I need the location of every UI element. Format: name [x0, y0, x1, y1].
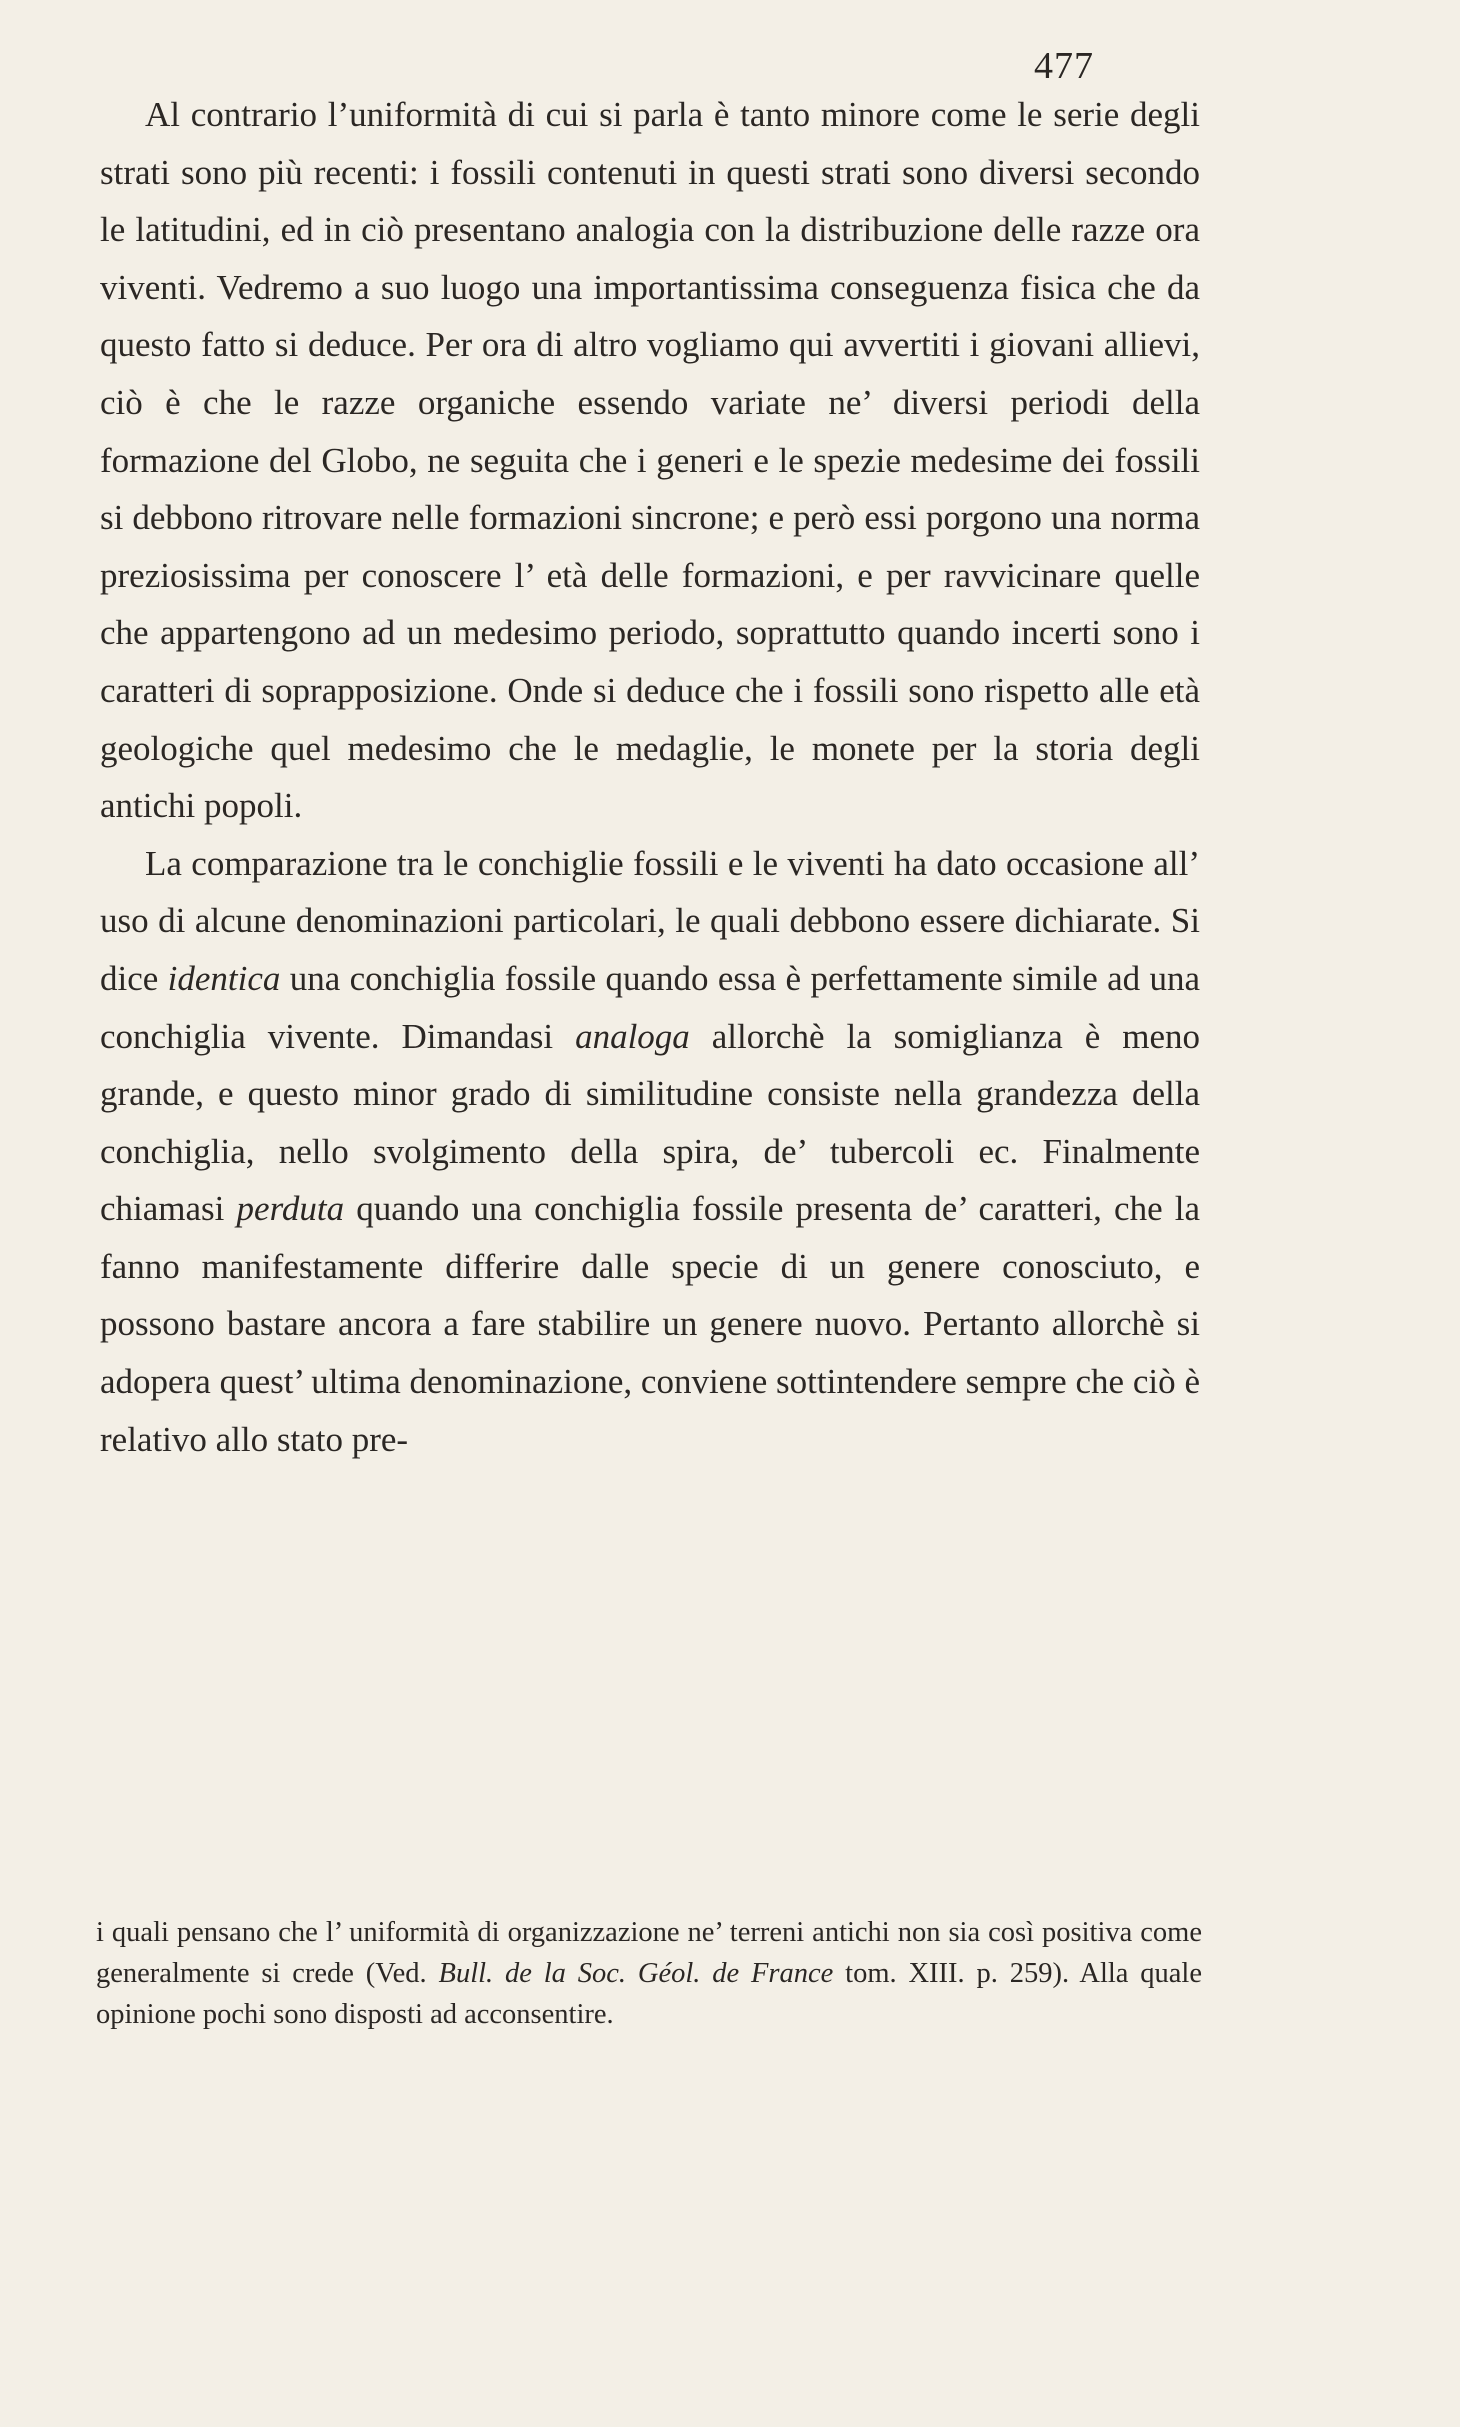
- paragraph-2-part-4: quando una conchiglia fossile presenta de’ caratteri, che la fanno manifestamente differire dalle specie di un genere conosciuto, e possono bastare ancora a fare stabilire un genere nuovo. Pertanto allorchè si adopera quest’ ultima denominazione, conviene sottintendere sempre che ciò è relativo allo stato pre-: [100, 1189, 1200, 1459]
- paragraph-2-part-3: allorchè la somiglianza è meno grande, e questo minor grado di similitudine consiste nella grandezza della conchiglia, nello svolgimento della spira, de’ tubercoli ec. Finalmente chiamasi: [100, 1016, 1200, 1229]
- footnote-text: [96, 1912, 1202, 2035]
- paragraph-1: Al contrario l’uniformità di cui si parla è tanto minore come le serie degli strati sono più recenti: i fossili contenuti in questi strati sono diversi secondo le latitudini, ed in ciò presentano analogia con la distribuzione delle razze ora viventi. Vedremo a suo luogo una importantissima conseguenza fisica che da questo fatto si deduce. Per ora di altro vogliamo qui avvertiti i giovani allievi, ciò è che le razze organiche essendo variate ne’ diversi periodi della formazione del Globo, ne seguita che i generi e le spezie medesime dei fossili si debbono ritrovare nelle formazioni sincrone; e però essi porgono una norma preziosissima per conoscere l’ età delle formazioni, e per ravvicinare quelle che appartengono ad un medesimo periodo, soprattutto quando incerti sono i caratteri di soprapposizione. Onde si deduce che i fossili sono rispetto alle età geologiche quel medesimo che le medaglie, le monete per la storia degli antichi popoli.: [100, 95, 1200, 826]
- page-number: 477: [1034, 45, 1094, 87]
- paragraph-2: [100, 835, 1200, 1469]
- term-identica: identica: [167, 958, 281, 998]
- footnote: [96, 1912, 1202, 2035]
- main-text: [100, 86, 1200, 1468]
- term-perduta: perduta: [236, 1189, 345, 1229]
- footnote-part-1: i quali pensano che l’ uniformità di organizzazione ne’ terreni antichi non sia così positiva come generalmente si crede (Ved.: [96, 1917, 1202, 1989]
- footnote-reference: Bull. de la Soc. Géol. de France: [438, 1958, 834, 1989]
- paragraph-2-part-1: La comparazione tra le conchiglie fossili e le viventi ha dato occasione all’ uso di alcune denominazioni particolari, le quali debbono essere dichiarate. Si dice: [100, 843, 1200, 998]
- paragraph-2-part-2: una conchiglia fossile quando essa è perfettamente simile ad una conchiglia vivente. Dimandasi: [100, 958, 1201, 1056]
- footnote-part-2: tom. XIII. p. 259). Alla quale opinione pochi sono disposti ad acconsentire.: [96, 1958, 1202, 2030]
- term-analoga: analoga: [575, 1016, 690, 1056]
